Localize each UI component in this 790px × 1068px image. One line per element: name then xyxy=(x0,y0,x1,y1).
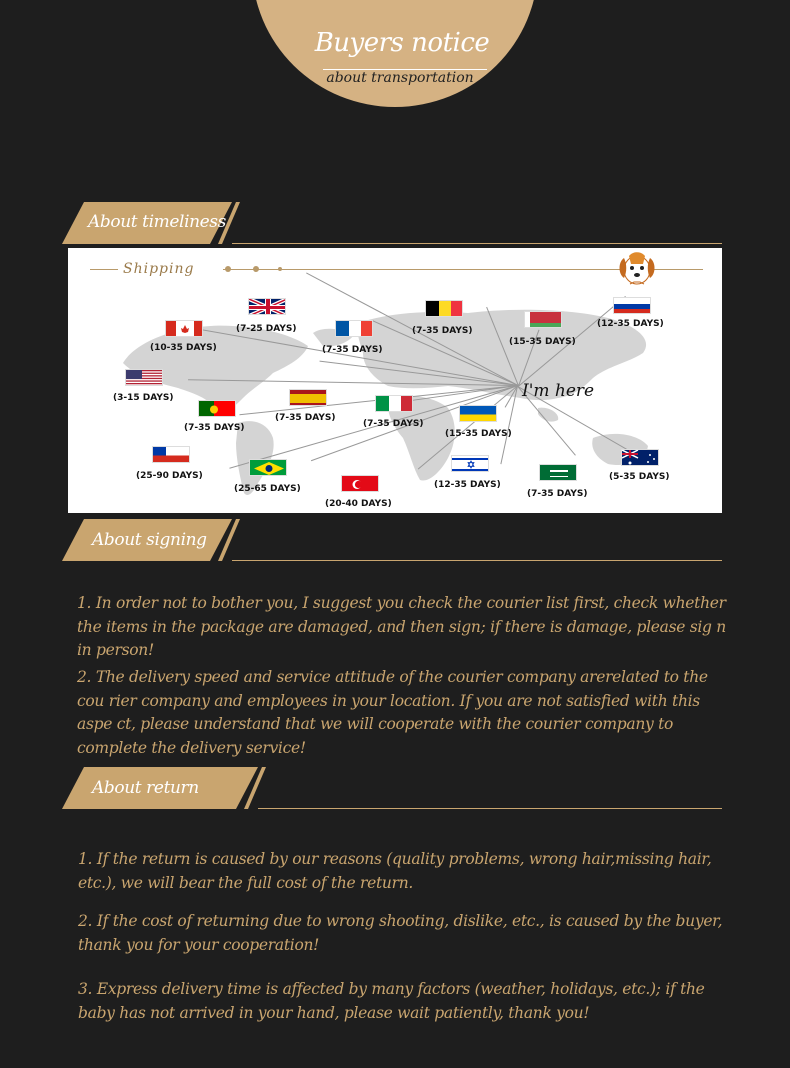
return-paragraph-1: 1. If the return is caused by our reasons (quality problems, wrong hair,missing hair, etc.), we will bear the full cost of the return. xyxy=(78,850,712,892)
belarus-days: (15-35 DAYS) xyxy=(509,337,576,347)
israel-days: (12-35 DAYS) xyxy=(434,480,501,490)
spain-days: (7-35 DAYS) xyxy=(275,413,336,423)
usa-days: (3-15 DAYS) xyxy=(113,393,174,403)
dog-mascot-icon xyxy=(616,248,658,288)
chile-flag-icon xyxy=(152,446,190,463)
portugal-days: (7-35 DAYS) xyxy=(184,423,245,433)
canada-days: (10-35 DAYS) xyxy=(150,343,217,353)
section-signing-tab xyxy=(62,519,722,561)
spain-flag-icon xyxy=(289,389,327,406)
belgium-days: (7-35 DAYS) xyxy=(412,326,473,336)
shipping-heading: Shipping xyxy=(123,261,195,277)
brazil-days: (25-65 DAYS) xyxy=(234,484,301,494)
belgium-flag-icon xyxy=(425,300,463,317)
belarus-flag-icon xyxy=(524,311,562,328)
section-return-tab xyxy=(62,767,722,809)
russia-days: (12-35 DAYS) xyxy=(597,319,664,329)
page-subtitle: about transportation xyxy=(326,70,474,86)
turkey-flag-icon xyxy=(341,475,379,492)
uk-days: (7-25 DAYS) xyxy=(236,324,297,334)
hub-label: I'm here xyxy=(522,381,595,401)
ukraine-flag-icon xyxy=(459,405,497,422)
chile-days: (25-90 DAYS) xyxy=(136,471,203,481)
france-flag-icon xyxy=(335,320,373,337)
section-signing-label: About signing xyxy=(92,530,207,550)
portugal-flag-icon xyxy=(198,400,236,417)
section-return-label: About return xyxy=(92,778,199,798)
italy-days: (7-35 DAYS) xyxy=(363,419,424,429)
signing-paragraph-1: 1. In order not to bother you, I suggest you check the courier list first, check whether the items in the package are damaged, and then sign; if there is damage, please sig n in person! xyxy=(77,594,726,659)
france-days: (7-35 DAYS) xyxy=(322,345,383,355)
russia-flag-icon xyxy=(613,297,651,314)
brazil-flag-icon xyxy=(249,459,287,476)
italy-flag-icon xyxy=(375,395,413,412)
saudi-arabia-days: (7-35 DAYS) xyxy=(527,489,588,499)
australia-flag-icon xyxy=(621,449,659,466)
turkey-days: (20-40 DAYS) xyxy=(325,499,392,509)
uk-flag-icon xyxy=(248,298,286,315)
return-paragraph-3: 3. Express delivery time is affected by many factors (weather, holidays, etc.); if the baby has not arrived in your hand, please wait patiently, thank you! xyxy=(78,980,705,1022)
shipping-map-panel xyxy=(68,248,722,513)
saudi-arabia-flag-icon xyxy=(539,464,577,481)
australia-days: (5-35 DAYS) xyxy=(609,472,670,482)
return-paragraph-2: 2. If the cost of returning due to wrong shooting, dislike, etc., is caused by the buyer, thank you for your cooperation! xyxy=(78,912,723,954)
ukraine-days: (15-35 DAYS) xyxy=(445,429,512,439)
section-timeliness-tab xyxy=(62,202,722,244)
usa-flag-icon xyxy=(125,369,163,386)
canada-flag-icon xyxy=(165,320,203,337)
page-title: Buyers notice xyxy=(314,28,490,58)
section-timeliness-label: About timeliness xyxy=(88,212,226,232)
israel-flag-icon xyxy=(451,455,489,472)
signing-paragraph-2: 2. The delivery speed and service attitude of the courier company arerelated to the cou rier company and employees in your location. If you are not satisfied with this aspe ct, please understand that we will cooperate with the courier company to complete the delivery service! xyxy=(77,668,708,757)
